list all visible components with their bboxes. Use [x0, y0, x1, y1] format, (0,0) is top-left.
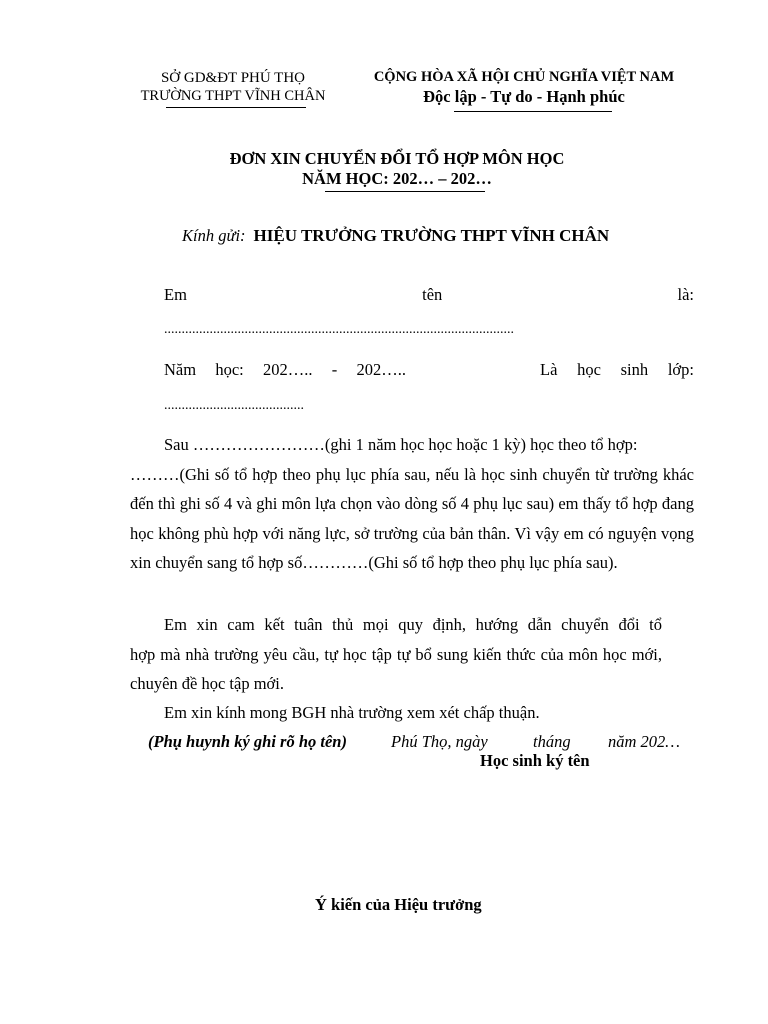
paragraph-1-first-line: Sau ……………………(ghi 1 năm học học hoặc 1 kỳ) học theo tổ hợp: — [164, 435, 638, 454]
recipient-name: HIỆU TRƯỞNG TRƯỜNG THPT VĨNH CHÂN — [253, 226, 610, 245]
year-word-5: 202….. — [356, 360, 406, 379]
title-underline — [325, 191, 485, 192]
year-word-2: học: — [215, 360, 244, 379]
class-word-4: lớp: — [667, 360, 694, 379]
paragraph-3: Em xin kính mong BGH nhà trường xem xét chấp thuận. — [164, 703, 540, 722]
class-word-2: học — [577, 360, 601, 379]
name-word-3: là: — [677, 285, 694, 304]
department-name: SỞ GD&ĐT PHÚ THỌ — [160, 70, 306, 86]
student-signature-label: Học sinh ký tên — [480, 751, 590, 770]
school-underline — [166, 107, 306, 108]
school-year-title: NĂM HỌC: 202… – 202… — [302, 169, 492, 188]
paragraph-1-rest: ………(Ghi số tổ hợp theo phụ lục phía sau, nếu là học sinh chuyển từ trường khác đến thì ghi số 4 và ghi môn lựa chọn vào dòng số 4 phụ lục sau) em thấy tổ hợp đang học không phù hợp với năng lực, sở trường của bản thân. Vì vậy em có nguyện vọng xin chuyển sang tổ hợp số…………(Ghi số tổ hợp theo phụ lục phía sau). — [130, 464, 694, 573]
class-word-3: sinh — [620, 360, 649, 379]
document-title: ĐƠN XIN CHUYỂN ĐỔI TỔ HỢP MÔN HỌC — [229, 149, 565, 168]
country-name: CỘNG HÒA XÃ HỘI CHỦ NGHĨA VIỆT NAM — [373, 69, 675, 85]
school-name: TRƯỜNG THPT VĨNH CHÂN — [140, 88, 326, 104]
paragraph-1 — [130, 430, 694, 578]
student-name-line — [164, 285, 694, 305]
place-date-2: tháng — [533, 732, 571, 751]
recipient-label: Kính gửi: — [182, 226, 246, 245]
name-word-2: tên — [422, 285, 443, 304]
paragraph-2-rest: hợp mà nhà trường yêu cầu, tự học tập tự bổ sung kiến thức của môn học mới, chuyên đề học tập mới. — [130, 644, 662, 694]
place-date-1: Phú Thọ, ngày — [391, 732, 488, 751]
class-field[interactable]: ........................................ — [164, 398, 304, 413]
class-line — [540, 360, 694, 380]
school-year-line — [164, 360, 406, 380]
principal-opinion-label: Ý kiến của Hiệu trưởng — [315, 895, 482, 914]
year-word-4: - — [331, 360, 338, 379]
parent-signature-label: (Phụ huynh ký ghi rõ họ tên) — [148, 732, 347, 751]
place-date-3: năm 202… — [608, 732, 680, 751]
paragraph-2 — [130, 610, 662, 699]
paragraph-2-first-line: Em xin cam kết tuân thủ mọi quy định, hướng dẫn chuyển đổi tổ — [164, 615, 662, 634]
year-word-3: 202….. — [263, 360, 313, 379]
class-word-1: Là — [540, 360, 558, 379]
year-word-1: Năm — [164, 360, 197, 379]
name-word-1: Em — [164, 285, 187, 304]
motto: Độc lập - Tự do - Hạnh phúc — [423, 87, 625, 106]
motto-underline — [454, 111, 612, 112]
recipient — [182, 226, 609, 246]
student-name-field[interactable]: .................................................................................................... — [164, 322, 514, 337]
